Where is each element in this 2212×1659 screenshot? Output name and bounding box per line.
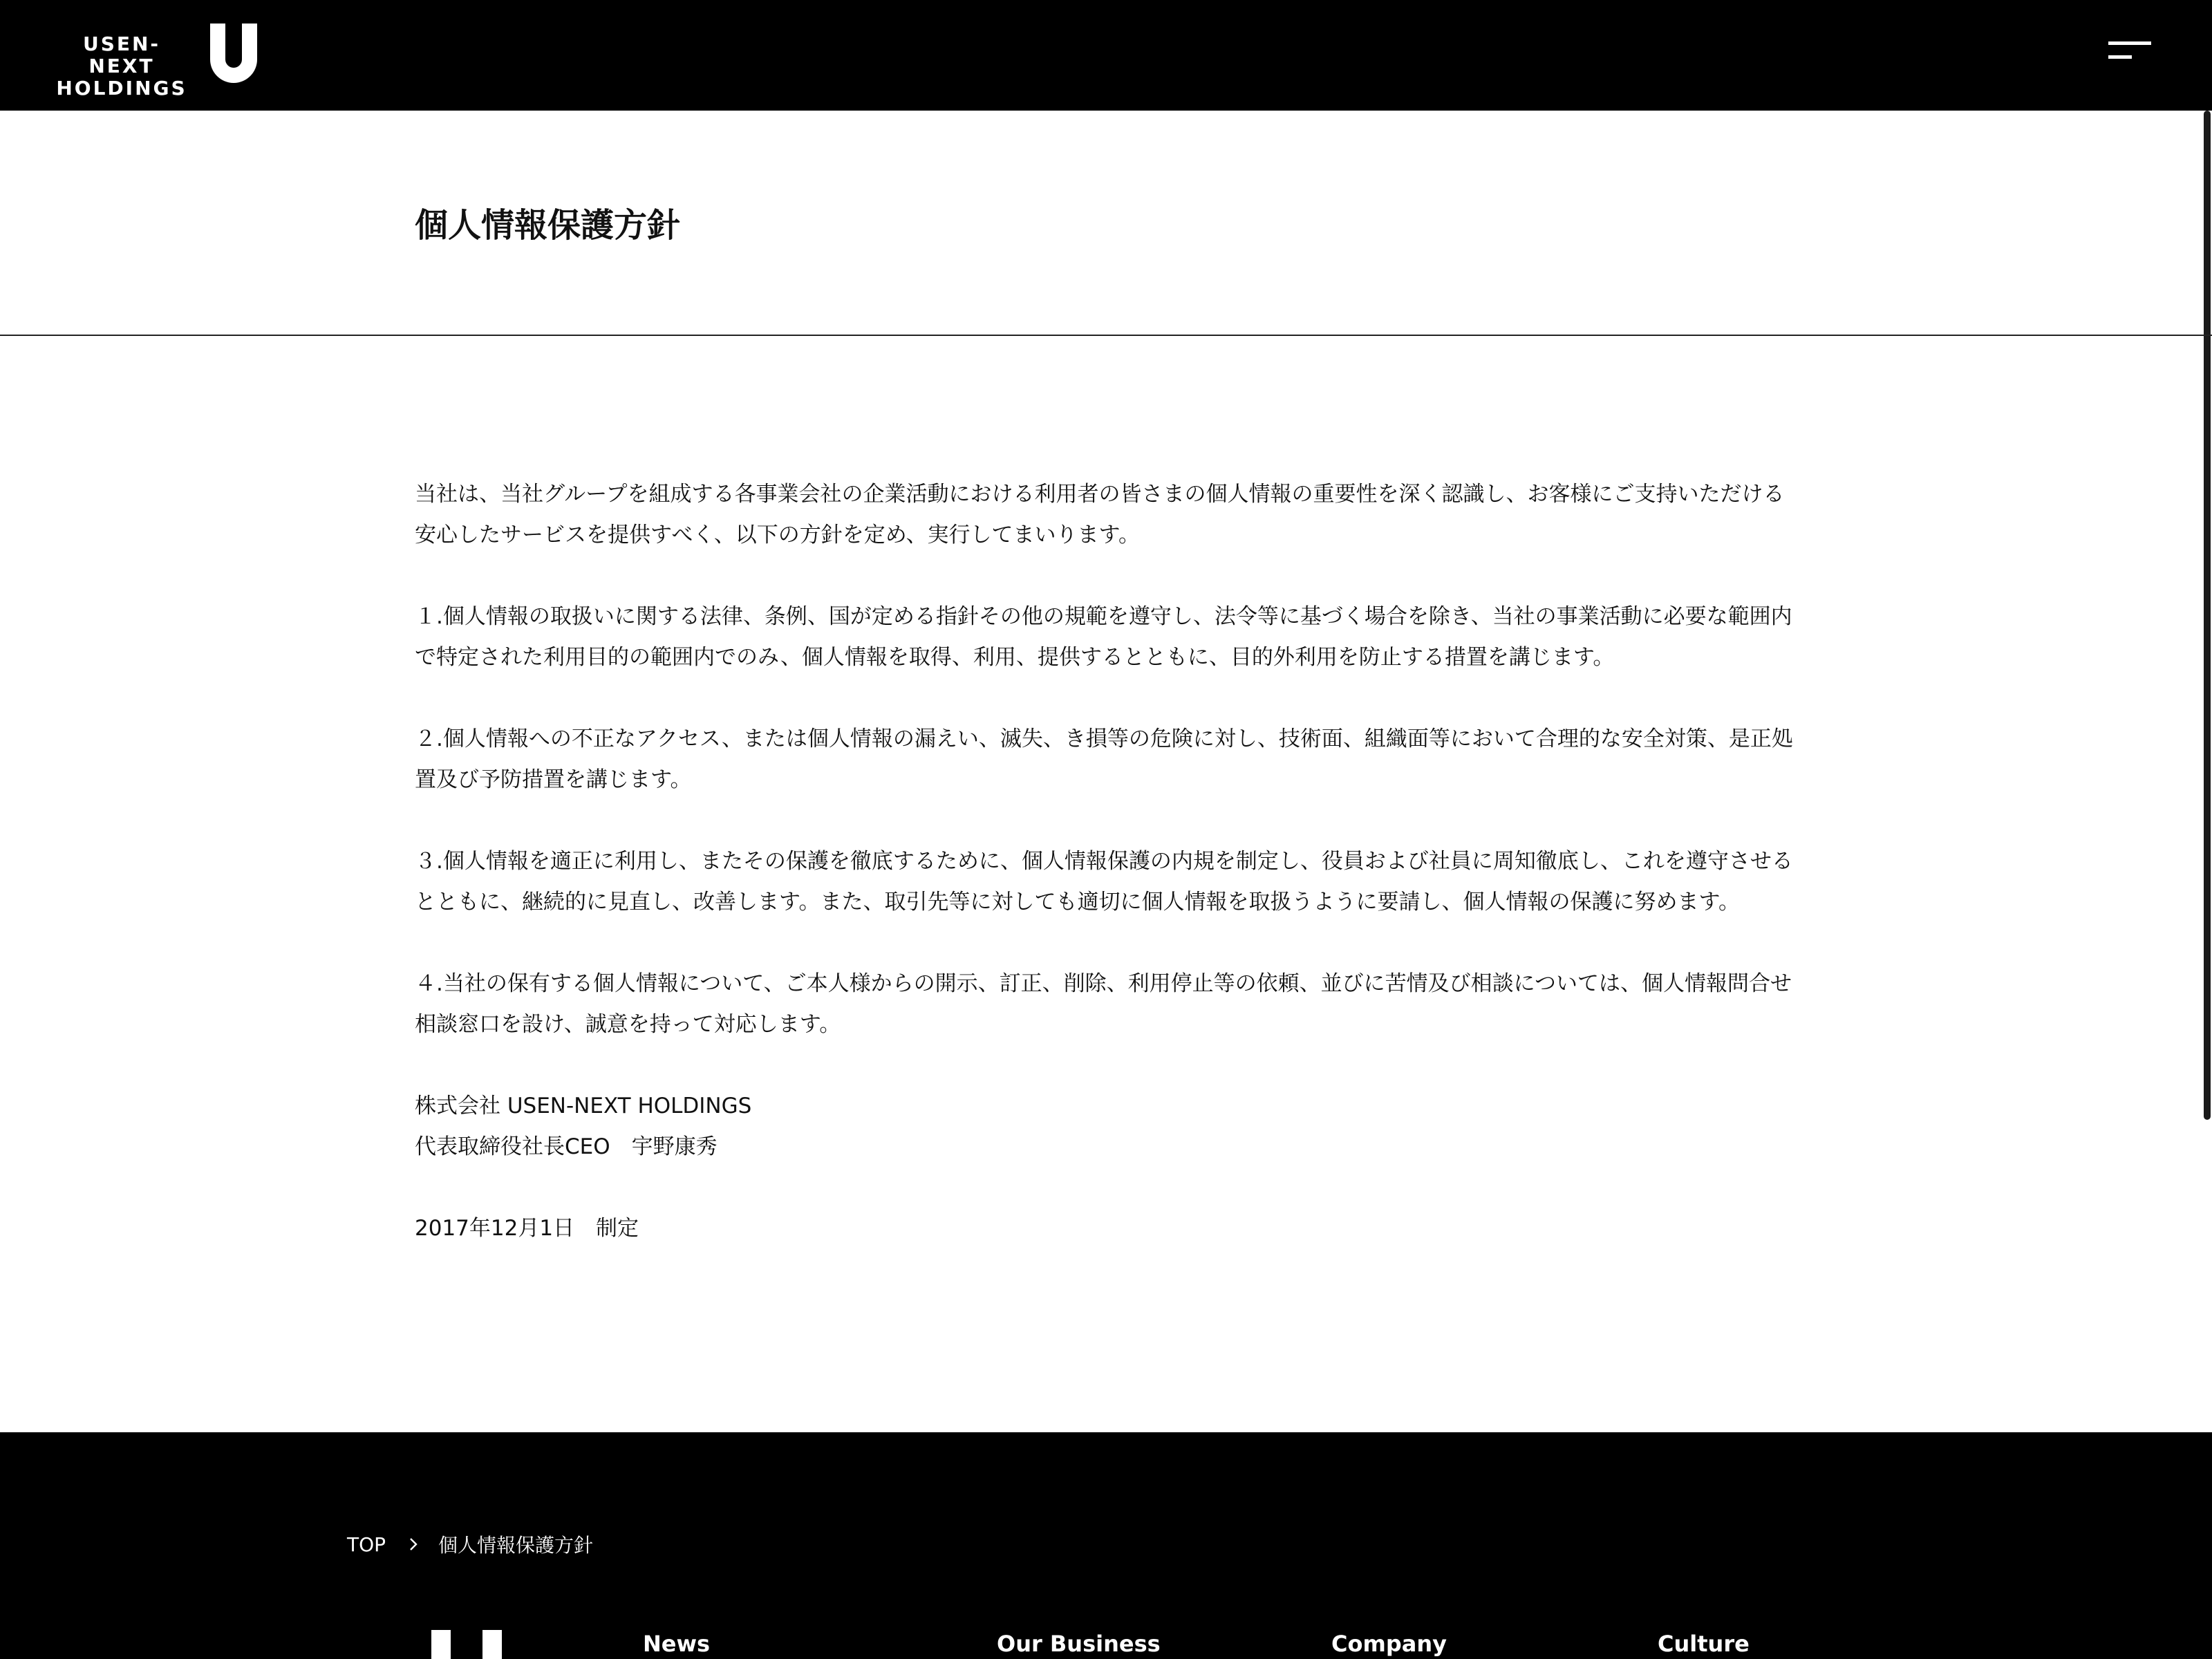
- policy-intro: 当社は、当社グループを組成する各事業会社の企業活動における利用者の皆さまの個人情報の重要性を深く認識し、お客様にご支持いただける安心したサービスを提供すべく、以下の方針を定め、実行してまいります。: [415, 482, 1785, 547]
- site-logo[interactable]: [53, 24, 267, 100]
- footer-nav-culture[interactable]: Culture: [1658, 1631, 1750, 1657]
- menu-line-top: [2108, 41, 2151, 45]
- site-footer: [0, 1432, 2212, 1659]
- company-name: 株式会社 USEN-NEXT HOLDINGS: [415, 1094, 752, 1118]
- established-date: 2017年12月1日 制定: [415, 1216, 639, 1241]
- page-scrollbar[interactable]: [2202, 111, 2212, 1659]
- footer-nav-news[interactable]: News: [643, 1631, 711, 1657]
- site-header: [0, 0, 2212, 111]
- logo-line-1: USEN-NEXT: [82, 32, 161, 77]
- policy-item-3: ３.個人情報を適正に利用し、またその保護を徹底するために、個人情報保護の内規を制定し、役員および社員に周知徹底し、これを遵守させるとともに、継続的に見直し、改善します。また、取引先等に対しても適切に個人情報を取扱うように要請し、個人情報の保護に努めます。: [415, 849, 1793, 915]
- logo-wordmark: [53, 33, 191, 100]
- hamburger-menu-icon[interactable]: [2101, 37, 2151, 65]
- footer-nav-company[interactable]: Company: [1331, 1631, 1447, 1657]
- policy-item-2: ２.個人情報への不正なアクセス、または個人情報の漏えい、滅失、き損等の危険に対し、技術面、組織面等において合理的な安全対策、是正処置及び予防措置を講じます。: [415, 727, 1793, 792]
- policy-item-4: ４.当社の保有する個人情報について、ご本人様からの開示、訂正、削除、利用停止等の依頼、並びに苦情及び相談については、個人情報問合せ相談窓口を設け、誠意を持って対応します。: [415, 971, 1792, 1037]
- menu-line-bottom: [2108, 55, 2132, 59]
- scrollbar-thumb[interactable]: [2204, 111, 2211, 1120]
- logo-u-icon: [206, 24, 261, 87]
- footer-logo-u-icon[interactable]: [430, 1627, 503, 1659]
- breadcrumb-current: 個人情報保護方針: [438, 1534, 594, 1557]
- logo-line-2: HOLDINGS: [56, 77, 187, 100]
- chevron-right-icon: [404, 1535, 423, 1554]
- policy-body: [415, 474, 1797, 1249]
- representative: 代表取締役社長CEO 宇野康秀: [415, 1134, 718, 1159]
- breadcrumb: [347, 1529, 593, 1559]
- policy-item-1: １.個人情報の取扱いに関する法律、条例、国が定める指針その他の規範を遵守し、法令等に基づく場合を除き、当社の事業活動に必要な範囲内で特定された利用目的の範囲内でのみ、個人情報を取得、利用、提供するとともに、目的外利用を防止する措置を講じます。: [415, 604, 1792, 670]
- footer-nav-our-business[interactable]: Our Business: [997, 1631, 1161, 1657]
- title-divider: [0, 335, 2212, 336]
- breadcrumb-home-link[interactable]: TOP: [347, 1533, 386, 1556]
- page-title: 個人情報保護方針: [415, 206, 681, 245]
